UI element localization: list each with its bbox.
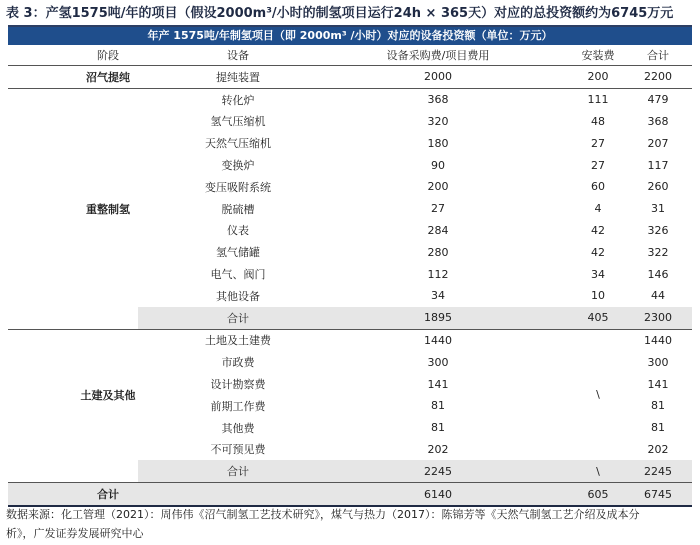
install-cell: 42: [591, 223, 605, 237]
total-cell: 1440: [644, 333, 672, 347]
grand-total-row: [8, 483, 692, 505]
header-cost: 设备采购费/项目费用: [386, 49, 490, 62]
cost-cell: 280: [427, 245, 449, 259]
total-cell: 117: [647, 158, 669, 172]
install-cell: 4: [594, 202, 602, 216]
header-equipment: 设备: [227, 49, 249, 62]
table-row: [8, 176, 692, 198]
equipment-cell: 土地及土建费: [205, 334, 271, 348]
stage-civil: 土建及其他: [80, 388, 136, 402]
header-stage: 阶段: [97, 49, 119, 62]
table-row: [8, 417, 692, 439]
equipment-cell: 设计勘察费: [210, 378, 266, 392]
equipment-cell: 天然气压缩机: [205, 137, 271, 151]
cost-cell: 284: [427, 223, 449, 237]
total-cell: 44: [651, 289, 665, 303]
table-row: [8, 220, 692, 242]
grand-total-total: 6745: [644, 487, 672, 501]
equipment-cell: 仪表: [227, 224, 249, 238]
total-cell: 81: [651, 399, 665, 413]
equipment-cell: 提纯装置: [216, 70, 260, 84]
stage-reforming: 重整制氢: [86, 202, 130, 216]
install-cell: 42: [591, 245, 605, 259]
total-cell: 260: [647, 180, 669, 194]
equipment-cell: 变压吸附系统: [205, 180, 271, 194]
table-row: [8, 111, 692, 133]
subtotal-label: 合计: [227, 465, 249, 479]
cost-cell: 141: [427, 377, 449, 391]
grand-total-label: 合计: [97, 488, 119, 502]
table-row: [8, 373, 692, 395]
cost-cell: 2000: [424, 70, 452, 84]
table-row: [8, 263, 692, 285]
equipment-cell: 转化炉: [221, 93, 255, 107]
total-cell: 300: [647, 355, 669, 369]
total-cell: 31: [651, 202, 665, 216]
subtotal-total: 2245: [644, 464, 672, 478]
subtotal-install: \: [596, 464, 600, 478]
total-cell: 81: [651, 421, 665, 435]
total-cell: 368: [647, 114, 669, 128]
data-source-note: [6, 505, 696, 543]
subtotal-install: 405: [587, 311, 609, 325]
cost-cell: 320: [427, 114, 449, 128]
table-caption: 表 3：产氢1575吨/年的项目（假设2000m³/小时的制氢项目运行24h × 365天）对应的总投资额约为6745万元: [6, 6, 674, 21]
cost-cell: 180: [427, 136, 449, 150]
cost-cell: 34: [431, 289, 445, 303]
equipment-cell: 电气、阀门: [210, 268, 266, 282]
table-row: [8, 241, 692, 263]
cost-cell: 81: [431, 399, 445, 413]
total-cell: 146: [647, 267, 669, 281]
total-cell: 207: [647, 136, 669, 150]
civil-subtotal-row: [8, 460, 692, 482]
equipment-cell: 脱硫槽: [221, 202, 255, 216]
cost-cell: 202: [427, 442, 449, 456]
total-cell: 2200: [644, 70, 672, 84]
table-row: [8, 132, 692, 154]
total-cell: 322: [647, 245, 669, 259]
subtotal-label: 合计: [227, 311, 249, 325]
cost-cell: 368: [427, 93, 449, 107]
table-row: [8, 439, 692, 461]
equipment-cell: 氢气储罐: [216, 246, 260, 260]
investment-table: [8, 27, 692, 507]
install-cell: 34: [591, 267, 605, 281]
table-row: [8, 351, 692, 373]
reforming-subtotal-row: [8, 307, 692, 329]
equipment-cell: 不可预见费: [210, 443, 266, 457]
table-header-row: [8, 45, 692, 65]
source-line: 数据来源：化工管理（2021）：周伟伟《沼气制氢工艺技术研究》，煤气与热力（2017）：陈锦芳等《天然气制氢工艺介绍及成本分: [6, 508, 640, 521]
install-merged-cell: \: [596, 388, 600, 402]
civil-section: [8, 330, 692, 483]
table-row: [8, 395, 692, 417]
header-total: 合计: [647, 49, 669, 62]
table-row: [8, 89, 692, 111]
stage-biogas: 沼气提纯: [86, 70, 130, 84]
cost-cell: 112: [427, 267, 449, 281]
grand-total-cost: 6140: [424, 487, 452, 501]
subtotal-total: 2300: [644, 311, 672, 325]
cost-cell: 90: [431, 158, 445, 172]
cost-cell: 200: [427, 180, 449, 194]
install-cell: 10: [591, 289, 605, 303]
install-cell: 111: [587, 93, 609, 107]
subtotal-cost: 1895: [424, 311, 452, 325]
install-cell: 200: [587, 70, 609, 84]
total-cell: 479: [647, 93, 669, 107]
equipment-cell: 市政费: [221, 356, 255, 370]
install-cell: 48: [591, 114, 605, 128]
subtotal-cost: 2245: [424, 464, 452, 478]
table-row: [8, 154, 692, 176]
header-install: 安装费: [581, 49, 615, 62]
table-row: [8, 330, 692, 352]
total-cell: 141: [647, 377, 669, 391]
install-cell: 27: [591, 158, 605, 172]
grand-total-install: 605: [587, 487, 609, 501]
table-banner: 年产 1575吨/年制氢项目（即 2000m³ /小时）对应的设备投资额（单位：万元）: [8, 27, 692, 45]
equipment-cell: 变换炉: [221, 159, 255, 173]
total-cell: 326: [647, 223, 669, 237]
table-row: [8, 285, 692, 307]
install-cell: 27: [591, 136, 605, 150]
table-row-biogas: [8, 66, 692, 88]
equipment-cell: 前期工作费: [210, 399, 266, 413]
cost-cell: 27: [431, 202, 445, 216]
reforming-section: [8, 89, 692, 329]
cost-cell: 81: [431, 421, 445, 435]
total-cell: 202: [647, 442, 669, 456]
cost-cell: 300: [427, 355, 449, 369]
equipment-cell: 其他费: [221, 421, 255, 435]
cost-cell: 1440: [424, 333, 452, 347]
equipment-cell: 其他设备: [216, 289, 260, 303]
source-line: 析》，广发证券发展研究中心: [6, 527, 144, 540]
equipment-cell: 氢气压缩机: [210, 115, 266, 129]
install-cell: 60: [591, 180, 605, 194]
table-row: [8, 198, 692, 220]
